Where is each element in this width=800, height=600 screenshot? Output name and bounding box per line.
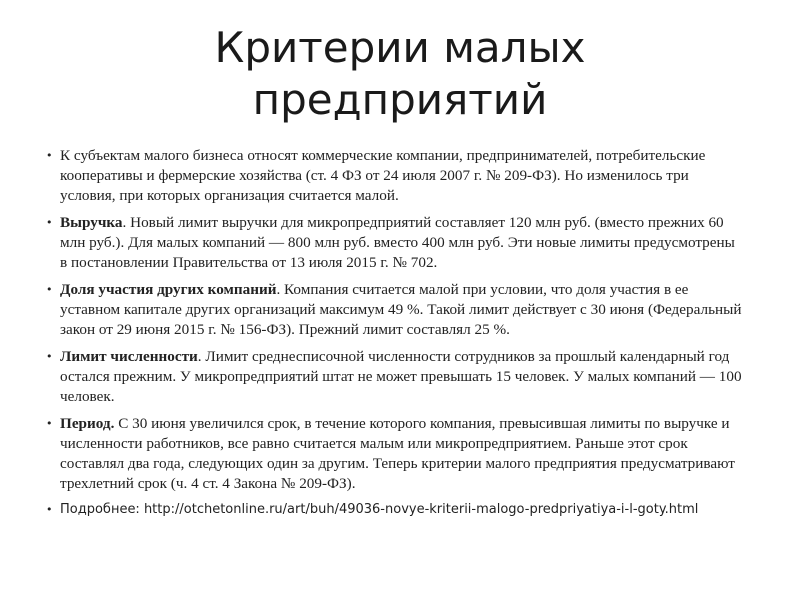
bullet-dot-icon: •	[46, 149, 53, 162]
bullet-item-revenue	[44, 213, 744, 273]
source-link[interactable]	[44, 501, 780, 519]
bullet-item-intro	[44, 146, 744, 206]
bullet-dot-icon: •	[46, 417, 53, 430]
bullet-item-headcount-limit	[44, 347, 744, 407]
bullet-text: К субъектам малого бизнеса относят коммерческие компании, предпринимателей, потребительские кооперативы и фермерские хозяйства (ст. 4 ФЗ от 24 июля 2007 г. № 209-ФЗ). Но изменилось три условия, при которых организация считается малой.	[60, 147, 706, 204]
bullet-heading: Выручка	[60, 214, 123, 231]
bullet-text: С 30 июня увеличился срок, в течение которого компания, превысившая лимиты по выручке и численности работников, все равно считается малым или микропредприятием. Раньше этот срок составлял два года, следующих один за другим. Теперь критерии малого предприятия предусматривают трехлетний срок (ч. 4 ст. 4 Закона № 209-ФЗ).	[60, 415, 735, 492]
bullet-dot-icon: •	[46, 503, 53, 516]
bullet-text: . Лимит среднесписочной численности сотрудников за прошлый календарный год остался прежним. У микропредприятий штат не может превышать 15 человек. У малых компаний — 100 человек.	[60, 348, 742, 405]
bullet-heading: Период.	[60, 415, 115, 432]
slide-title-line1: Критерии малых	[214, 23, 586, 72]
bullet-heading: Доля участия других компаний	[60, 281, 277, 298]
source-text[interactable]: Подробнее: http://otchetonline.ru/art/buh/49036-novye-kriterii-malogo-predpriyatiya-i-l-goty.html	[60, 502, 699, 517]
bullet-item-period	[44, 414, 744, 494]
slide-title-line2: предприятий	[252, 75, 548, 124]
bullet-item-ownership-share	[44, 280, 744, 340]
bullet-text: . Новый лимит выручки для микропредприятий составляет 120 млн руб. (вместо прежних 60 млн руб.). Для малых компаний — 800 млн руб. вместо 400 млн руб. Эти новые лимиты предусмотрены в постановлении Правительства от 13 июля 2015 г. № 702.	[60, 214, 735, 271]
bullet-dot-icon: •	[46, 283, 53, 296]
bullet-list	[44, 146, 744, 501]
bullet-heading: Лимит численности	[60, 348, 198, 365]
bullet-dot-icon: •	[46, 216, 53, 229]
bullet-dot-icon: •	[46, 350, 53, 363]
bullet-text: . Компания считается малой при условии, что доля участия в ее уставном капитале других организаций максимум 49 %. Такой лимит действует с 30 июня (Федеральный закон от 29 июня 2015 г. № 156-ФЗ). Прежний лимит составлял 25 %.	[60, 281, 742, 338]
slide-title	[40, 22, 760, 126]
